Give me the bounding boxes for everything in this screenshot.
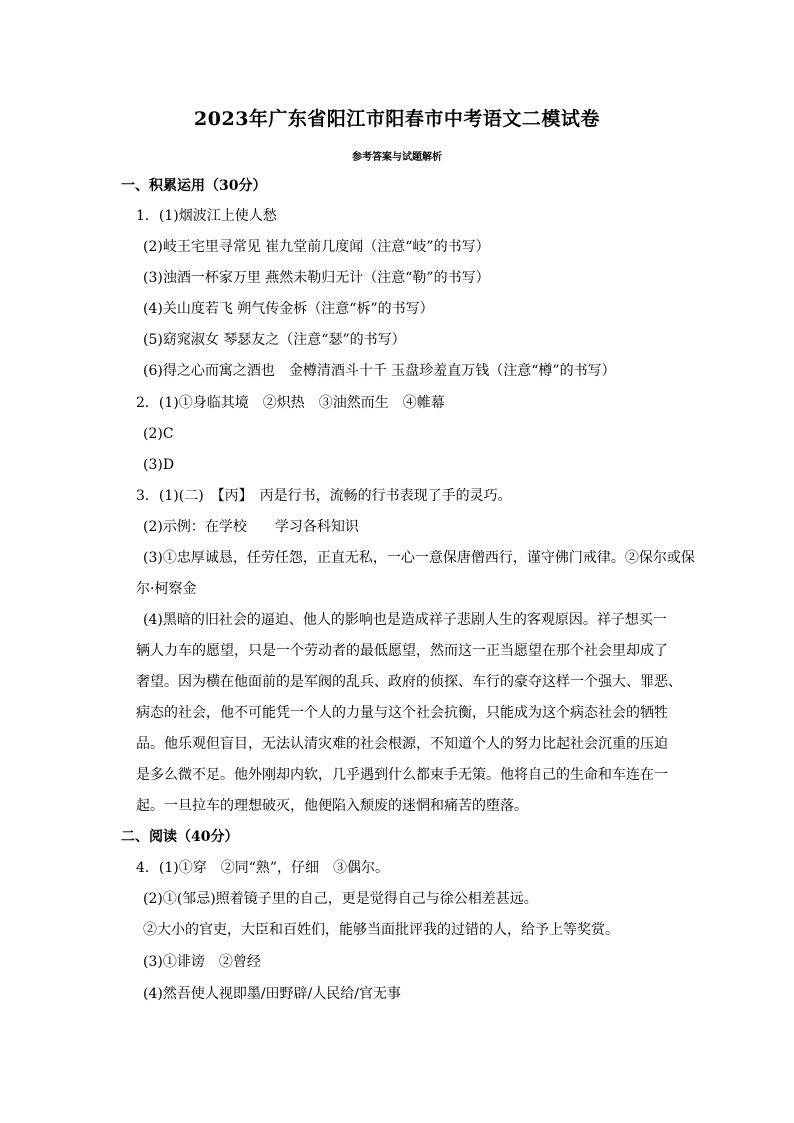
answer-line: (2)示例：在学校 学习各科知识: [143, 519, 359, 535]
answer-line: (4)然吾使人视即墨/田野辟/人民给/官无事: [143, 986, 401, 1002]
answer-line: (3)①诽谤 ②曾经: [143, 954, 261, 970]
page-subtitle: 参考答案与试题解析: [352, 152, 442, 163]
answer-line: (2)①(邹忌)照着镜子里的自己，更是觉得自己与徐公相差甚远。: [143, 891, 538, 907]
answer-line: 辆人力车的愿望，只是一个劳动者的最低愿望，然而这一正当愿望在那个社会里却成了: [136, 643, 668, 659]
answer-line: 4．(1)①穿 ②同“熟”，仔细 ③偶尔。: [136, 860, 390, 876]
answer-line: 2．(1)①身临其境 ②炽热 ③油然而生 ④帷幕: [136, 395, 445, 411]
answer-line: 是多么微不足。他外刚却内软，几乎遇到什么都束手无策。他将自己的生命和车连在一: [136, 767, 668, 783]
answer-line: 奢望。因为横在他面前的是军阀的乱兵、政府的侦探、车行的豪夺这样一个强大、罪恶、: [136, 674, 682, 690]
page-title: 2023年广东省阳江市阳春市中考语文二模试卷: [194, 108, 600, 130]
answer-line: (3)D: [143, 457, 175, 473]
answer-line: 1．(1)烟波江上使人愁: [136, 208, 277, 224]
answer-line: 病态的社会，他不可能凭一个人的力量与这个社会抗衡，只能成为这个病态社会的牺牲: [136, 705, 668, 721]
answer-line: (5)窈窕淑女 琴瑟友之（注意“瑟”的书写）: [143, 332, 406, 348]
answer-line: (4)关山度若飞 朔气传金柝（注意“柝”的书写）: [143, 301, 434, 317]
answer-line: (3)浊酒一杯家万里 燕然未勒归无计（注意“勒”的书写）: [143, 270, 490, 286]
answer-line: 品。他乐观但盲目，无法认清灾难的社会根源，不知道个人的努力比起社会沉重的压迫: [136, 736, 668, 752]
answer-line: ②大小的官吏，大臣和百姓们，能够当面批评我的过错的人，给予上等奖赏。: [143, 922, 619, 938]
section-heading-1: 一、积累运用（30分）: [121, 178, 267, 194]
section-heading-2: 二、阅读（40分）: [121, 829, 239, 845]
answer-line: (3)①忠厚诚恳，任劳任怨，正直无私，一心一意保唐僧西行，谨守佛门戒律。②保尔或保: [143, 550, 695, 566]
answer-line: 起。一旦拉车的理想破灭，他便陷入颓废的迷惘和痛苦的堕落。: [136, 798, 528, 814]
answer-line: (6)得之心而寓之酒也 金樽清酒斗十千 玉盘珍羞直万钱（注意“樽”的书写）: [143, 363, 616, 379]
answer-line: (2)C: [143, 426, 174, 442]
answer-line: 3．(1)(二) 【丙】 丙是行书，流畅的行书表现了手的灵巧。: [136, 488, 512, 504]
answer-line: 尔·柯察金: [136, 581, 197, 597]
answer-line: (2)岐王宅里寻常见 崔九堂前几度闻（注意“岐”的书写）: [143, 239, 490, 255]
answer-line: (4)黑暗的旧社会的逼迫、他人的影响也是造成祥子悲剧人生的客观原因。祥子想买一: [143, 612, 667, 628]
